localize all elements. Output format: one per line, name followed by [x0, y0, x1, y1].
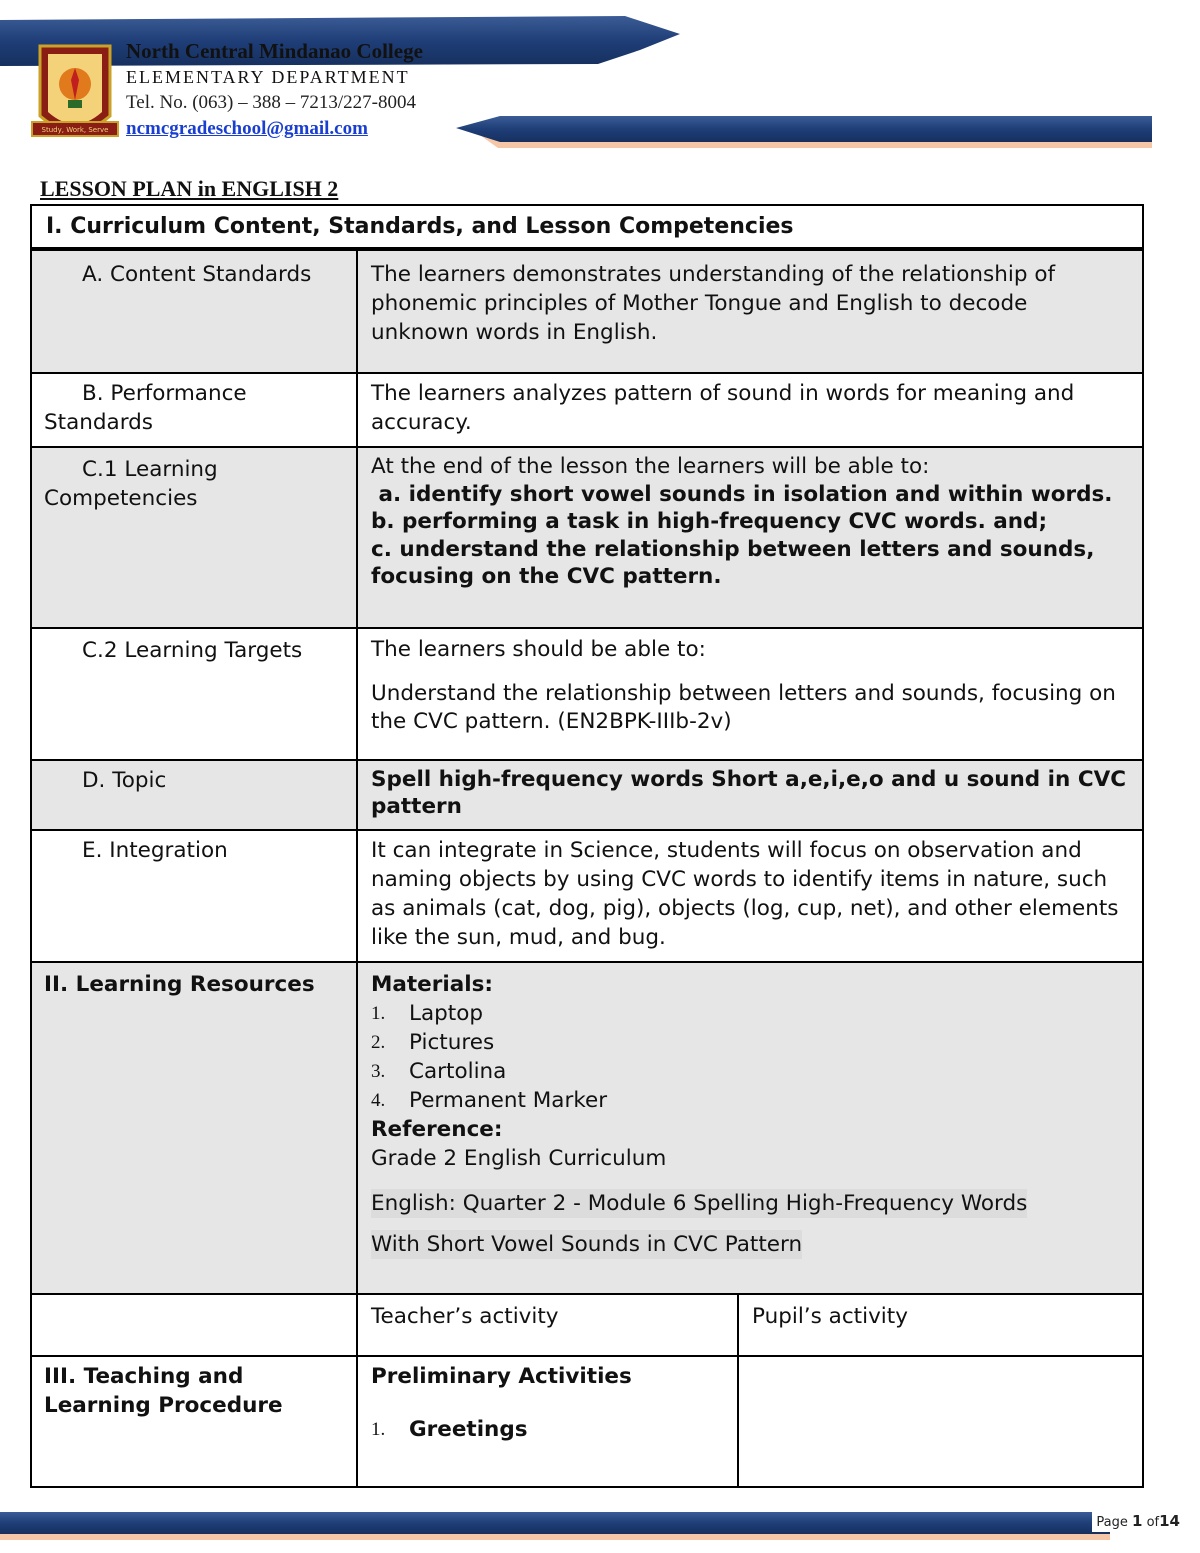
greetings-item: Greetings: [409, 1417, 528, 1442]
table-border-right: [1142, 204, 1144, 1488]
table-border-bottom: [30, 1486, 1144, 1488]
row-rule-c2: [30, 627, 1144, 629]
row-rule-activity: [30, 1293, 1144, 1295]
competency-b: b. performing a task in high-frequency CVC words. and;: [371, 509, 1048, 534]
competencies-label-line2: Competencies: [44, 486, 198, 511]
performance-label-line1: B. Performance: [82, 381, 247, 406]
row-rule-d: [30, 759, 1144, 761]
content-standards-label-cell: [30, 250, 357, 373]
topic-label: D. Topic: [82, 768, 167, 793]
list-item: 4. Permanent Marker: [371, 1088, 608, 1113]
preliminary-activities-heading: Preliminary Activities: [371, 1364, 632, 1389]
list-item: 3. Cartolina: [371, 1059, 507, 1084]
table-border-top: [30, 204, 1144, 206]
page-title: LESSON PLAN in ENGLISH 2: [40, 176, 339, 201]
competencies-intro: At the end of the lesson the learners will be able to:: [371, 454, 930, 479]
college-name: North Central Mindanao College: [126, 39, 423, 63]
resources-label: II. Learning Resources: [44, 972, 315, 997]
performance-standards-text: The learners analyzes pattern of sound in words for meaning and accuracy.: [371, 381, 1075, 435]
materials-list: [371, 999, 1130, 1115]
targets-label: C.2 Learning Targets: [82, 638, 303, 663]
competency-c: c. understand the relationship between letters and sounds, focusing on the CVC pattern.: [371, 536, 1095, 589]
procedure-label-cell: [30, 1356, 357, 1487]
col-divider: [356, 250, 358, 1488]
lesson-plan-table: [30, 204, 1144, 1488]
school-seal-icon: [30, 38, 120, 150]
list-item: 1. Laptop: [371, 1001, 484, 1026]
content-standards-label: A. Content Standards: [82, 262, 312, 287]
reference-module-line1: English: Quarter 2 - Module 6 Spelling High-Frequency Words: [371, 1191, 1028, 1216]
integration-label: E. Integration: [82, 838, 228, 863]
competency-a: a. identify short vowel sounds in isolation and within words.: [371, 481, 1113, 507]
integration-label-cell: [30, 830, 357, 962]
procedure-pupil-cell: [738, 1356, 1144, 1487]
procedure-teacher-cell: [357, 1356, 738, 1487]
targets-label-cell: [30, 628, 357, 760]
reference-curriculum: Grade 2 English Curriculum: [371, 1146, 667, 1171]
topic-text: Spell high-frequency words Short a,e,i,e,o and u sound in CVC pattern: [357, 760, 1144, 830]
letterhead: [126, 38, 423, 142]
telephone: Tel. No. (063) – 388 – 7213/227-8004: [126, 92, 416, 113]
targets-text: Understand the relationship between letters and sounds, focusing on the CVC pattern. (EN2BPK-IIIb-2v): [371, 681, 1116, 734]
bottom-decorative-band: [0, 1508, 1200, 1544]
reference-module-line2: With Short Vowel Sounds in CVC Pattern: [371, 1232, 803, 1257]
procedure-label-line1: III. Teaching and: [44, 1364, 244, 1389]
page-number: Page 1 of14: [1092, 1510, 1184, 1532]
procedure-label-line2: Learning Procedure: [44, 1393, 283, 1418]
integration-text: It can integrate in Science, students will focus on observation and naming objects by using CVC words to identify items in nature, such as animals (cat, dog, pig), objects (log, cup, net), and other elements like the sun, mud, and bug.: [371, 838, 1119, 950]
top-band-right-navy: [456, 116, 1152, 142]
activity-col-divider: [737, 1294, 739, 1488]
performance-standards-label-cell: [30, 373, 357, 447]
targets-cell: [357, 628, 1144, 760]
teacher-activity-header: Teacher’s activity: [371, 1304, 559, 1329]
competencies-label-line1: C.1 Learning: [82, 457, 218, 482]
competencies-cell: [357, 447, 1144, 628]
activity-header-empty-cell: [30, 1294, 357, 1356]
bottom-band-navy: [0, 1512, 1110, 1534]
bottom-band-peach: [0, 1534, 1110, 1540]
materials-heading: Materials:: [371, 972, 494, 997]
resources-cell: [357, 962, 1144, 1294]
row-rule-ii: [30, 961, 1144, 963]
email-link[interactable]: ncmcgradeschool@gmail.com: [126, 118, 368, 139]
row-rule-c1: [30, 446, 1144, 448]
list-item: 1. Greetings: [371, 1417, 528, 1442]
svg-text:Study, Work, Serve: Study, Work, Serve: [41, 126, 109, 134]
heading-double-rule: [30, 247, 1144, 251]
resources-label-cell: [30, 962, 357, 1294]
list-item: 2. Pictures: [371, 1030, 495, 1055]
department-name: ELEMENTARY DEPARTMENT: [126, 67, 410, 87]
section-heading: I. Curriculum Content, Standards, and Lesson Competencies: [46, 214, 794, 239]
row-rule-e: [30, 829, 1144, 831]
performance-label-line2: Standards: [44, 410, 154, 435]
row-rule-procedure: [30, 1355, 1144, 1357]
reference-heading: Reference:: [371, 1117, 503, 1142]
pupil-activity-header: Pupil’s activity: [752, 1304, 908, 1329]
topic-label-cell: [30, 760, 357, 830]
row-rule-b: [30, 372, 1144, 374]
content-standards-text: The learners demonstrates understanding of the relationship of phonemic principles of Mother Tongue and English to decode unknown words in English.: [357, 250, 1144, 373]
competencies-label-cell: [30, 447, 357, 628]
targets-intro: The learners should be able to:: [371, 637, 706, 662]
table-border-left: [30, 204, 32, 1488]
